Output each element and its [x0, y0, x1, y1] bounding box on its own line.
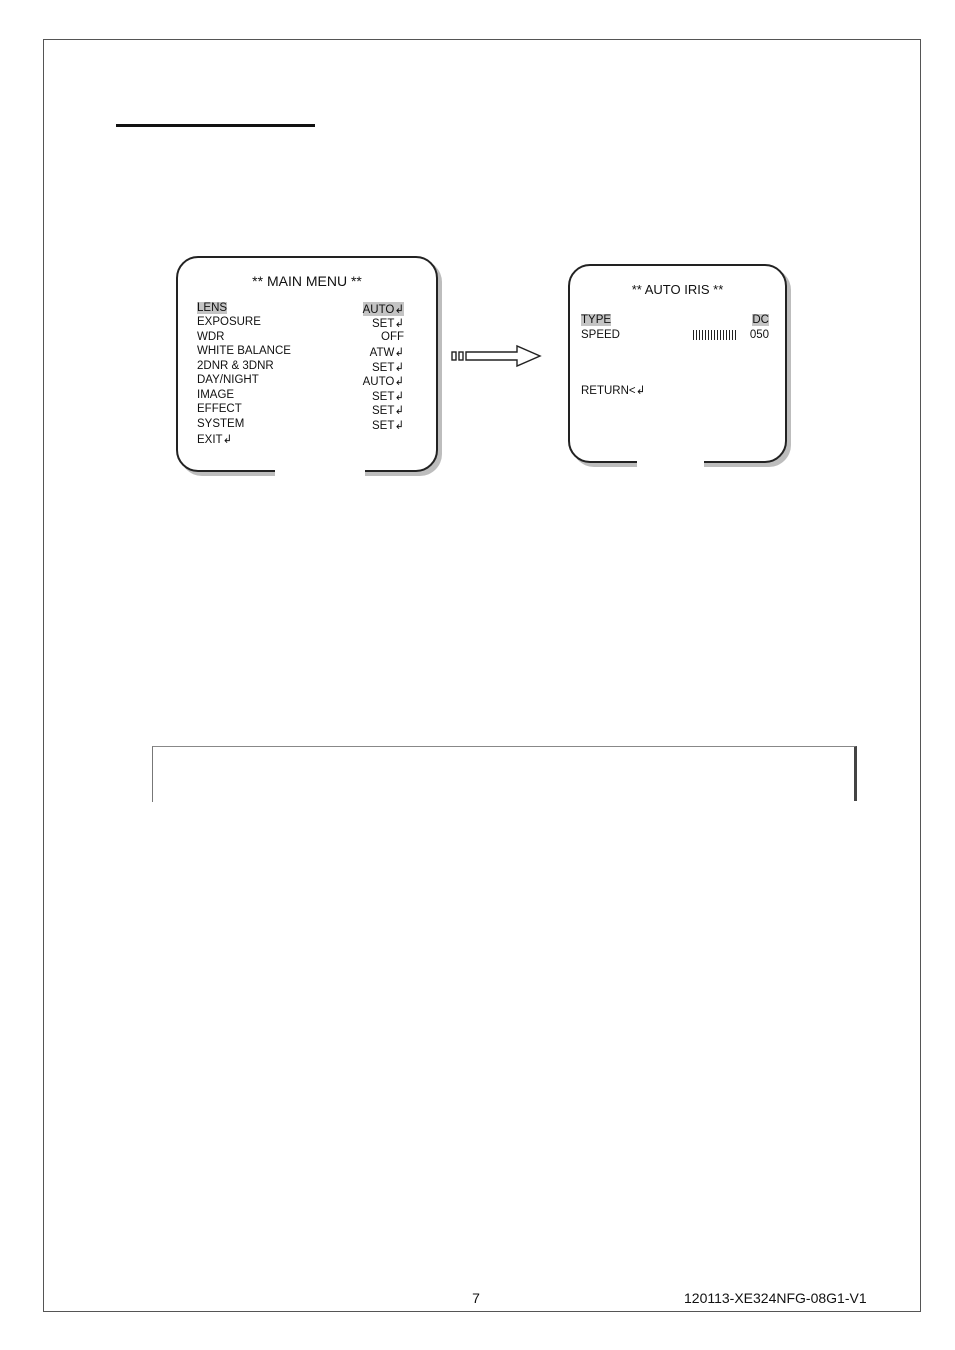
menu-row-exposure[interactable] [197, 316, 404, 331]
auto-iris-title: ** AUTO IRIS ** [631, 282, 724, 297]
main-menu-screen [176, 256, 438, 472]
main-menu-title: ** MAIN MENU ** [252, 273, 362, 289]
menu-label: 2DNR & 3DNR [197, 360, 274, 372]
menu-value: SET↲ [371, 362, 404, 374]
menu-row-day-night[interactable] [197, 374, 404, 389]
speed-slider[interactable] [693, 329, 741, 341]
menu-label: DAY/NIGHT [197, 374, 259, 386]
auto-iris-screen [568, 264, 787, 463]
speed-level-ticks [693, 330, 737, 340]
menu-row-image[interactable] [197, 389, 404, 404]
iris-row-speed[interactable] [581, 329, 769, 344]
menu-label: EXPOSURE [197, 316, 261, 328]
return-label: RETURN<↲ [581, 385, 646, 397]
menu-row-dnr[interactable] [197, 360, 404, 375]
heading-underline [116, 124, 315, 127]
note-box [152, 746, 857, 801]
menu-value: SET↲ [371, 405, 404, 417]
menu-value: SET↲ [371, 318, 404, 330]
menu-label: LENS [197, 302, 228, 314]
menu-value: OFF [381, 331, 404, 343]
menu-row-lens[interactable] [197, 302, 404, 317]
menu-label: EXIT↲ [197, 434, 233, 446]
menu-value: SET↲ [371, 391, 404, 403]
menu-row-system[interactable] [197, 418, 404, 433]
menu-value: ATW↲ [369, 347, 404, 359]
screen-gap [275, 470, 365, 478]
speed-label: SPEED [581, 329, 620, 341]
menu-row-exit[interactable] [197, 432, 404, 447]
menu-label: WHITE BALANCE [197, 345, 291, 357]
menu-row-wdr[interactable] [197, 331, 404, 346]
menu-row-white-balance[interactable] [197, 345, 404, 360]
menu-value: AUTO↲ [362, 376, 404, 388]
menu-value: SET↲ [371, 420, 404, 432]
menu-label: EFFECT [197, 403, 242, 415]
type-value: DC [752, 314, 769, 326]
speed-value: 050 [749, 329, 769, 341]
menu-label: IMAGE [197, 389, 235, 401]
note-box-corner [152, 796, 153, 802]
document-code: 120113-XE324NFG-08G1-V1 [684, 1290, 867, 1306]
menu-row-effect[interactable] [197, 403, 404, 418]
right-arrow-icon [451, 344, 543, 368]
menu-value: AUTO↲ [362, 304, 404, 316]
page-number: 7 [472, 1290, 480, 1306]
menu-label: WDR [197, 331, 225, 343]
iris-row-type[interactable] [581, 314, 769, 329]
type-label: TYPE [581, 314, 612, 326]
menu-label: SYSTEM [197, 418, 245, 430]
screen-gap [637, 461, 704, 469]
page-frame [43, 39, 921, 1312]
iris-row-return[interactable] [581, 383, 769, 398]
